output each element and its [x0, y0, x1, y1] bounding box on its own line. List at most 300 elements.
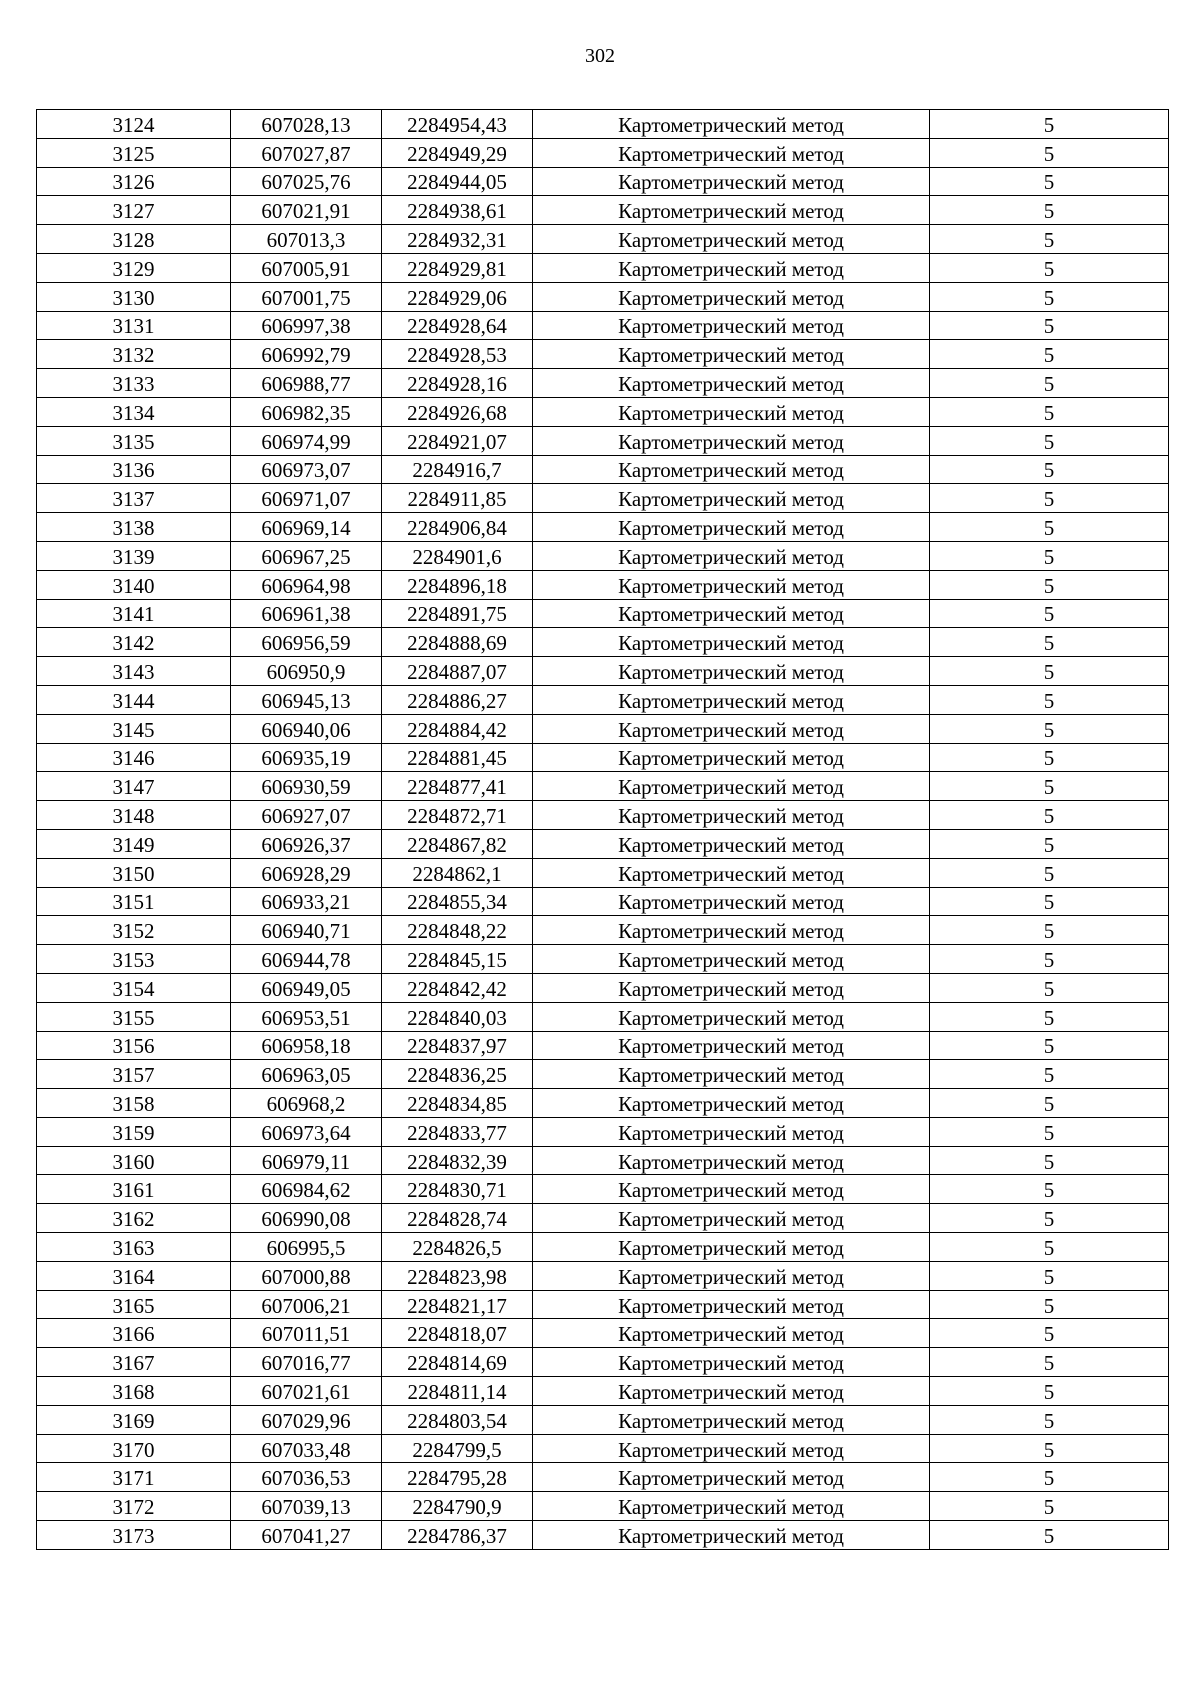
- table-row: [37, 599, 1169, 628]
- method-text: Картометрический метод: [618, 1437, 844, 1462]
- table-row: [37, 570, 1169, 599]
- y-coordinate-cell: [382, 1233, 533, 1262]
- table-row: [37, 1117, 1169, 1146]
- x-coordinate-text: 606935,19: [261, 746, 351, 771]
- accuracy-text: 5: [1043, 660, 1055, 685]
- y-coordinate-text: 2284795,28: [407, 1466, 507, 1491]
- y-coordinate-cell: [382, 1089, 533, 1118]
- x-coordinate-text: 606953,51: [261, 1005, 351, 1030]
- method-text: Картометрический метод: [618, 1063, 844, 1088]
- accuracy-cell: [930, 1492, 1169, 1521]
- x-coordinate-cell: [231, 426, 382, 455]
- accuracy-text: 5: [1043, 544, 1055, 569]
- x-coordinate-cell: [231, 1089, 382, 1118]
- accuracy-cell: [930, 657, 1169, 686]
- table-row: [37, 1463, 1169, 1492]
- y-coordinate-text: 2284949,29: [407, 141, 507, 166]
- y-coordinate-cell: [382, 1521, 533, 1550]
- x-coordinate-text: 607006,21: [261, 1293, 351, 1318]
- accuracy-text: 5: [1043, 228, 1055, 253]
- point-number-cell: [37, 1117, 231, 1146]
- x-coordinate-cell: [231, 397, 382, 426]
- point-number-text: 3159: [112, 1120, 155, 1145]
- accuracy-text: 5: [1043, 775, 1055, 800]
- y-coordinate-text: 2284786,37: [407, 1523, 507, 1548]
- table-row: [37, 858, 1169, 887]
- table-row: [37, 1261, 1169, 1290]
- point-number-text: 3162: [112, 1207, 155, 1232]
- point-number-text: 3153: [112, 948, 155, 972]
- method-cell: [533, 282, 930, 311]
- point-number-cell: [37, 1319, 231, 1348]
- method-cell: [533, 311, 930, 340]
- y-coordinate-text: 2284888,69: [407, 631, 507, 656]
- x-coordinate-text: 606995,5: [266, 1235, 346, 1260]
- table-row: [37, 1377, 1169, 1406]
- accuracy-cell: [930, 1031, 1169, 1060]
- point-number-cell: [37, 426, 231, 455]
- method-text: Картометрический метод: [618, 112, 844, 137]
- method-cell: [533, 225, 930, 254]
- method-cell: [533, 110, 930, 139]
- table-row: [37, 426, 1169, 455]
- y-coordinate-text: 2284928,53: [407, 343, 507, 368]
- method-cell: [533, 426, 930, 455]
- x-coordinate-text: 606928,29: [261, 861, 351, 886]
- table-row: [37, 1521, 1169, 1550]
- table-row: [37, 714, 1169, 743]
- x-coordinate-text: 606956,59: [261, 631, 351, 656]
- method-cell: [533, 916, 930, 945]
- accuracy-text: 5: [1043, 746, 1055, 771]
- accuracy-text: 5: [1043, 602, 1055, 627]
- point-number-cell: [37, 1463, 231, 1492]
- x-coordinate-text: 606974,99: [261, 429, 351, 454]
- x-coordinate-cell: [231, 657, 382, 686]
- method-text: Картометрический метод: [618, 832, 844, 857]
- accuracy-text: 5: [1043, 141, 1055, 166]
- x-coordinate-text: 606944,78: [261, 948, 351, 972]
- point-number-cell: [37, 945, 231, 974]
- y-coordinate-text: 2284803,54: [407, 1408, 507, 1433]
- x-coordinate-cell: [231, 1146, 382, 1175]
- accuracy-text: 5: [1043, 1120, 1055, 1145]
- y-coordinate-text: 2284886,27: [407, 688, 507, 713]
- method-cell: [533, 397, 930, 426]
- method-cell: [533, 138, 930, 167]
- accuracy-text: 5: [1043, 976, 1055, 1001]
- accuracy-cell: [930, 1261, 1169, 1290]
- table-row: [37, 772, 1169, 801]
- y-coordinate-text: 2284906,84: [407, 516, 507, 541]
- accuracy-text: 5: [1043, 343, 1055, 368]
- point-number-cell: [37, 397, 231, 426]
- point-number-text: 3142: [112, 631, 155, 656]
- accuracy-text: 5: [1043, 1408, 1055, 1433]
- point-number-cell: [37, 858, 231, 887]
- point-number-text: 3131: [112, 314, 155, 339]
- y-coordinate-cell: [382, 1261, 533, 1290]
- point-number-text: 3139: [112, 544, 155, 569]
- accuracy-cell: [930, 973, 1169, 1002]
- method-text: Картометрический метод: [618, 516, 844, 541]
- method-cell: [533, 1146, 930, 1175]
- point-number-cell: [37, 1146, 231, 1175]
- accuracy-text: 5: [1043, 1466, 1055, 1491]
- y-coordinate-cell: [382, 455, 533, 484]
- accuracy-text: 5: [1043, 170, 1055, 195]
- point-number-text: 3148: [112, 804, 155, 829]
- method-cell: [533, 455, 930, 484]
- method-text: Картометрический метод: [618, 1034, 844, 1059]
- y-coordinate-text: 2284833,77: [407, 1120, 507, 1145]
- x-coordinate-text: 606992,79: [261, 343, 351, 368]
- point-number-text: 3152: [112, 919, 155, 944]
- y-coordinate-cell: [382, 685, 533, 714]
- x-coordinate-cell: [231, 599, 382, 628]
- method-text: Картометрический метод: [618, 170, 844, 195]
- point-number-cell: [37, 167, 231, 196]
- method-cell: [533, 196, 930, 225]
- x-coordinate-text: 606950,9: [266, 660, 346, 685]
- x-coordinate-text: 607029,96: [261, 1408, 351, 1433]
- table-row: [37, 513, 1169, 542]
- y-coordinate-cell: [382, 1463, 533, 1492]
- x-coordinate-text: 607011,51: [261, 1322, 351, 1347]
- point-number-text: 3150: [112, 861, 155, 886]
- x-coordinate-text: 606933,21: [261, 890, 351, 915]
- table-row: [37, 196, 1169, 225]
- y-coordinate-text: 2284823,98: [407, 1264, 507, 1289]
- table-row: [37, 455, 1169, 484]
- x-coordinate-cell: [231, 685, 382, 714]
- accuracy-cell: [930, 1117, 1169, 1146]
- point-number-cell: [37, 484, 231, 513]
- point-number-text: 3155: [112, 1005, 155, 1030]
- accuracy-cell: [930, 743, 1169, 772]
- point-number-cell: [37, 829, 231, 858]
- y-coordinate-text: 2284887,07: [407, 660, 507, 685]
- accuracy-text: 5: [1043, 1091, 1055, 1116]
- method-cell: [533, 541, 930, 570]
- accuracy-cell: [930, 455, 1169, 484]
- y-coordinate-cell: [382, 196, 533, 225]
- point-number-cell: [37, 1405, 231, 1434]
- point-number-text: 3129: [112, 256, 155, 281]
- y-coordinate-text: 2284896,18: [407, 573, 507, 598]
- accuracy-cell: [930, 225, 1169, 254]
- method-text: Картометрический метод: [618, 861, 844, 886]
- table-row: [37, 1348, 1169, 1377]
- x-coordinate-cell: [231, 1492, 382, 1521]
- accuracy-cell: [930, 253, 1169, 282]
- x-coordinate-text: 606979,11: [261, 1149, 351, 1174]
- x-coordinate-cell: [231, 628, 382, 657]
- y-coordinate-cell: [382, 1434, 533, 1463]
- point-number-text: 3125: [112, 141, 155, 166]
- method-text: Картометрический метод: [618, 1005, 844, 1030]
- point-number-text: 3133: [112, 372, 155, 397]
- y-coordinate-text: 2284830,71: [407, 1178, 507, 1203]
- point-number-text: 3132: [112, 343, 155, 368]
- y-coordinate-text: 2284834,85: [407, 1091, 507, 1116]
- y-coordinate-cell: [382, 426, 533, 455]
- y-coordinate-text: 2284814,69: [407, 1351, 507, 1376]
- method-text: Картометрический метод: [618, 746, 844, 771]
- point-number-cell: [37, 1233, 231, 1262]
- method-cell: [533, 253, 930, 282]
- accuracy-text: 5: [1043, 804, 1055, 829]
- method-cell: [533, 484, 930, 513]
- x-coordinate-text: 606997,38: [261, 314, 351, 339]
- accuracy-cell: [930, 916, 1169, 945]
- y-coordinate-cell: [382, 829, 533, 858]
- y-coordinate-cell: [382, 1492, 533, 1521]
- x-coordinate-text: 607016,77: [261, 1351, 351, 1376]
- x-coordinate-text: 607000,88: [261, 1264, 351, 1289]
- table-row: [37, 311, 1169, 340]
- y-coordinate-cell: [382, 110, 533, 139]
- point-number-text: 3172: [112, 1495, 155, 1520]
- point-number-cell: [37, 1377, 231, 1406]
- method-text: Картометрический метод: [618, 919, 844, 944]
- accuracy-cell: [930, 484, 1169, 513]
- point-number-cell: [37, 1204, 231, 1233]
- table-row: [37, 743, 1169, 772]
- method-text: Картометрический метод: [618, 804, 844, 829]
- method-text: Картометрический метод: [618, 660, 844, 685]
- x-coordinate-text: 607033,48: [261, 1437, 351, 1462]
- point-number-cell: [37, 916, 231, 945]
- point-number-cell: [37, 657, 231, 686]
- y-coordinate-cell: [382, 945, 533, 974]
- method-text: Картометрический метод: [618, 400, 844, 425]
- point-number-text: 3128: [112, 228, 155, 253]
- x-coordinate-cell: [231, 340, 382, 369]
- table-row: [37, 945, 1169, 974]
- y-coordinate-text: 2284911,85: [407, 487, 507, 512]
- y-coordinate-text: 2284832,39: [407, 1149, 507, 1174]
- method-cell: [533, 1117, 930, 1146]
- method-text: Картометрический метод: [618, 141, 844, 166]
- accuracy-cell: [930, 397, 1169, 426]
- y-coordinate-cell: [382, 1175, 533, 1204]
- y-coordinate-cell: [382, 1290, 533, 1319]
- x-coordinate-text: 606926,37: [261, 832, 351, 857]
- y-coordinate-text: 2284848,22: [407, 919, 507, 944]
- x-coordinate-text: 606940,06: [261, 717, 351, 742]
- method-text: Картометрический метод: [618, 343, 844, 368]
- x-coordinate-text: 607028,13: [261, 112, 351, 137]
- accuracy-cell: [930, 858, 1169, 887]
- point-number-text: 3127: [112, 199, 155, 224]
- y-coordinate-text: 2284855,34: [407, 890, 507, 915]
- method-text: Картометрический метод: [618, 976, 844, 1001]
- x-coordinate-text: 607036,53: [261, 1466, 351, 1491]
- x-coordinate-cell: [231, 858, 382, 887]
- y-coordinate-cell: [382, 858, 533, 887]
- y-coordinate-cell: [382, 1002, 533, 1031]
- table-row: [37, 1233, 1169, 1262]
- point-number-text: 3147: [112, 775, 155, 800]
- page-number: 302: [585, 45, 615, 67]
- table-row: [37, 801, 1169, 830]
- accuracy-cell: [930, 340, 1169, 369]
- accuracy-cell: [930, 196, 1169, 225]
- method-cell: [533, 570, 930, 599]
- point-number-cell: [37, 599, 231, 628]
- point-number-text: 3134: [112, 400, 155, 425]
- point-number-text: 3166: [112, 1322, 155, 1347]
- accuracy-cell: [930, 1290, 1169, 1319]
- accuracy-cell: [930, 138, 1169, 167]
- accuracy-text: 5: [1043, 1063, 1055, 1088]
- accuracy-text: 5: [1043, 573, 1055, 598]
- point-number-text: 3151: [112, 890, 155, 915]
- y-coordinate-text: 2284828,74: [407, 1207, 507, 1232]
- y-coordinate-cell: [382, 1031, 533, 1060]
- x-coordinate-cell: [231, 887, 382, 916]
- accuracy-text: 5: [1043, 1293, 1055, 1318]
- point-number-cell: [37, 541, 231, 570]
- method-text: Картометрический метод: [618, 1322, 844, 1347]
- accuracy-cell: [930, 599, 1169, 628]
- y-coordinate-text: 2284929,06: [407, 285, 507, 310]
- method-text: Картометрический метод: [618, 458, 844, 483]
- method-text: Картометрический метод: [618, 1293, 844, 1318]
- method-cell: [533, 1261, 930, 1290]
- accuracy-cell: [930, 1405, 1169, 1434]
- y-coordinate-cell: [382, 599, 533, 628]
- accuracy-cell: [930, 887, 1169, 916]
- x-coordinate-cell: [231, 829, 382, 858]
- method-text: Картометрический метод: [618, 285, 844, 310]
- x-coordinate-cell: [231, 1002, 382, 1031]
- method-text: Картометрический метод: [618, 372, 844, 397]
- x-coordinate-cell: [231, 110, 382, 139]
- accuracy-cell: [930, 1146, 1169, 1175]
- method-text: Картометрический метод: [618, 544, 844, 569]
- table-row: [37, 167, 1169, 196]
- x-coordinate-text: 606971,07: [261, 487, 351, 512]
- point-number-cell: [37, 1002, 231, 1031]
- accuracy-cell: [930, 1175, 1169, 1204]
- y-coordinate-text: 2284954,43: [407, 112, 507, 137]
- method-cell: [533, 887, 930, 916]
- y-coordinate-text: 2284821,17: [407, 1293, 507, 1318]
- method-text: Картометрический метод: [618, 1091, 844, 1116]
- coordinates-table: [36, 109, 1169, 1550]
- x-coordinate-cell: [231, 225, 382, 254]
- x-coordinate-cell: [231, 1031, 382, 1060]
- method-text: Картометрический метод: [618, 256, 844, 281]
- method-cell: [533, 858, 930, 887]
- x-coordinate-text: 606988,77: [261, 372, 351, 397]
- x-coordinate-text: 606945,13: [261, 688, 351, 713]
- point-number-cell: [37, 772, 231, 801]
- y-coordinate-text: 2284845,15: [407, 948, 507, 972]
- accuracy-cell: [930, 541, 1169, 570]
- table-row: [37, 253, 1169, 282]
- accuracy-text: 5: [1043, 1034, 1055, 1059]
- point-number-cell: [37, 282, 231, 311]
- y-coordinate-text: 2284818,07: [407, 1322, 507, 1347]
- table-row: [37, 916, 1169, 945]
- x-coordinate-text: 606930,59: [261, 775, 351, 800]
- x-coordinate-cell: [231, 1434, 382, 1463]
- y-coordinate-cell: [382, 282, 533, 311]
- accuracy-text: 5: [1043, 919, 1055, 944]
- method-cell: [533, 340, 930, 369]
- x-coordinate-cell: [231, 167, 382, 196]
- point-number-cell: [37, 743, 231, 772]
- accuracy-text: 5: [1043, 1178, 1055, 1203]
- accuracy-cell: [930, 110, 1169, 139]
- x-coordinate-cell: [231, 484, 382, 513]
- method-cell: [533, 1031, 930, 1060]
- y-coordinate-cell: [382, 801, 533, 830]
- y-coordinate-text: 2284929,81: [407, 256, 507, 281]
- accuracy-text: 5: [1043, 1495, 1055, 1520]
- method-text: Картометрический метод: [618, 631, 844, 656]
- method-cell: [533, 1405, 930, 1434]
- table-row: [37, 1060, 1169, 1089]
- accuracy-text: 5: [1043, 400, 1055, 425]
- method-cell: [533, 628, 930, 657]
- x-coordinate-cell: [231, 455, 382, 484]
- point-number-text: 3165: [112, 1293, 155, 1318]
- method-cell: [533, 1089, 930, 1118]
- table-row: [37, 973, 1169, 1002]
- y-coordinate-text: 2284944,05: [407, 170, 507, 195]
- method-cell: [533, 369, 930, 398]
- table-row: [37, 1492, 1169, 1521]
- point-number-text: 3136: [112, 458, 155, 483]
- x-coordinate-text: 607021,61: [261, 1379, 351, 1404]
- x-coordinate-text: 606961,38: [261, 602, 351, 627]
- accuracy-cell: [930, 311, 1169, 340]
- x-coordinate-cell: [231, 772, 382, 801]
- y-coordinate-text: 2284877,41: [407, 775, 507, 800]
- accuracy-text: 5: [1043, 1264, 1055, 1289]
- y-coordinate-cell: [382, 1146, 533, 1175]
- y-coordinate-text: 2284842,42: [407, 976, 507, 1001]
- point-number-text: 3170: [112, 1437, 155, 1462]
- method-text: Картометрический метод: [618, 199, 844, 224]
- point-number-text: 3144: [112, 688, 155, 713]
- y-coordinate-cell: [382, 973, 533, 1002]
- table-row: [37, 685, 1169, 714]
- y-coordinate-text: 2284862,1: [412, 861, 502, 886]
- point-number-text: 3141: [112, 602, 155, 627]
- y-coordinate-text: 2284928,64: [407, 314, 507, 339]
- x-coordinate-text: 607001,75: [261, 285, 351, 310]
- table-row: [37, 1405, 1169, 1434]
- y-coordinate-text: 2284891,75: [407, 602, 507, 627]
- method-cell: [533, 945, 930, 974]
- accuracy-text: 5: [1043, 458, 1055, 483]
- point-number-cell: [37, 801, 231, 830]
- method-cell: [533, 1290, 930, 1319]
- accuracy-text: 5: [1043, 314, 1055, 339]
- point-number-cell: [37, 369, 231, 398]
- x-coordinate-text: 607021,91: [261, 199, 351, 224]
- method-text: Картометрический метод: [618, 314, 844, 339]
- point-number-text: 3124: [112, 112, 155, 137]
- point-number-text: 3146: [112, 746, 155, 771]
- y-coordinate-cell: [382, 1348, 533, 1377]
- point-number-text: 3164: [112, 1264, 155, 1289]
